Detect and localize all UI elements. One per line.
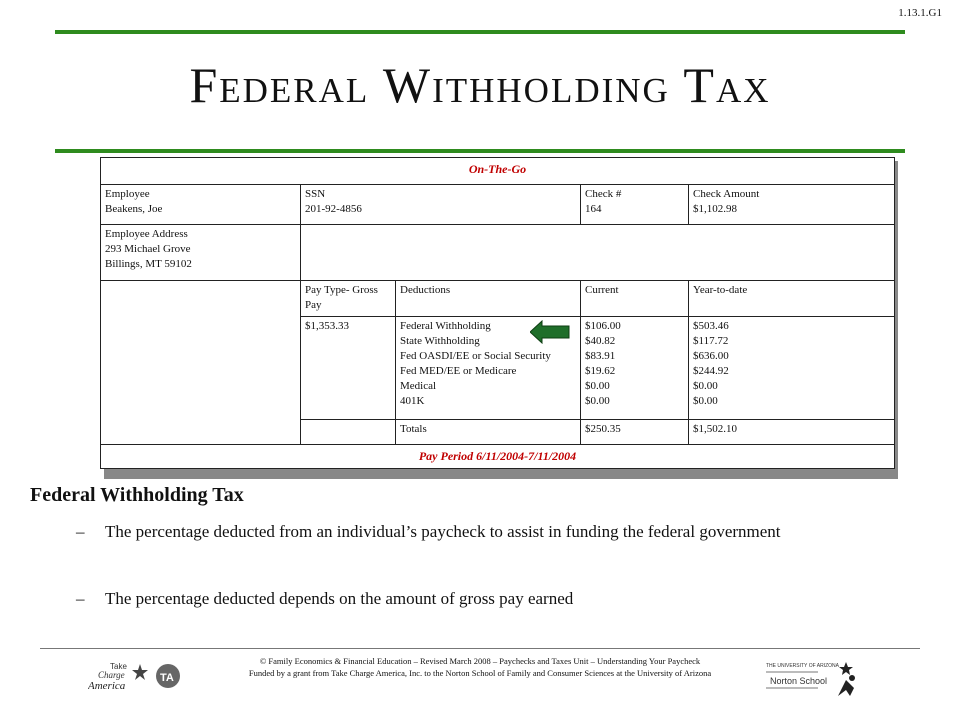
deduction-name: Fed MED/EE or Medicare [400,365,517,377]
pay-period: Pay Period 6/11/2004-7/11/2004 [101,445,895,469]
check-amount-label: Check Amount [693,188,760,200]
ytd-value: $636.00 [693,350,729,362]
bullet-text: The percentage deducted from an individual’s paycheck to assist in funding the federal government [105,522,781,541]
check-amount: $1,102.98 [693,203,737,215]
logo-word: Norton School [770,676,828,686]
ytd-value: $0.00 [693,395,718,407]
address-label: Employee Address [105,228,188,240]
totals-ytd: $1,502.10 [689,420,895,445]
take-charge-america-logo [88,658,183,694]
bullet-item [76,520,896,544]
bullet-text: The percentage deducted depends on the amount of gross pay earned [105,589,574,608]
left-blank-cell [101,281,301,445]
check-number: 164 [585,203,602,215]
blank-cell [301,225,895,281]
address-line2: Billings, MT 59102 [105,258,192,270]
star-icon [132,664,148,680]
logo-word: America [88,680,126,692]
ytd-value: $117.72 [693,335,729,347]
current-value: $0.00 [585,395,610,407]
deduction-ytd [689,317,895,420]
bullet-dash: – [76,522,85,541]
logo-word: Take [110,662,127,671]
current-value: $40.82 [585,335,616,347]
current-label: Current [581,281,689,317]
figure-star-icon [838,662,855,696]
employee-name: Beakens, Joe [105,203,163,215]
ssn-value: 201-92-4856 [305,203,362,215]
employee-label: Employee [105,188,150,200]
address-line1: 293 Michael Grove [105,243,191,255]
check-label: Check # [585,188,622,200]
bullet-item [76,587,896,611]
totals-label: Totals [396,420,581,445]
footer-rule [40,648,920,649]
footer-line1: © Family Economics & Financial Education – Revised March 2008 – Paychecks and Taxes Unit – Understanding Your Paycheck [259,656,701,666]
left-arrow-icon [530,320,570,344]
gross-pay: $1,353.33 [301,317,396,420]
address-cell [101,225,301,281]
deduction-name: Medical [400,380,437,392]
deduction-current [581,317,689,420]
top-rule [55,30,905,34]
logo-word: THE UNIVERSITY OF ARIZONA [766,663,839,669]
ytd-label: Year-to-date [689,281,895,317]
deduction-name: State Withholding [400,335,480,347]
ytd-value: $503.46 [693,320,729,332]
employee-cell [101,185,301,225]
footer-line2: Funded by a grant from Take Charge America, Inc. to the Norton School of Family and Consumer Sciences at the University of Arizona [248,668,712,678]
deduction-name: 401K [400,395,425,407]
deduction-name: Federal Withholding [400,320,491,332]
current-value: $19.62 [585,365,616,377]
badge-text: TA [160,672,174,684]
totals-blank [301,420,396,445]
ssn-cell [301,185,581,225]
totals-current: $250.35 [581,420,689,445]
slide-code: 1.13.1.G1 [898,7,942,19]
bullet-dash: – [76,589,85,608]
title-underline [55,149,905,153]
current-value: $0.00 [585,380,610,392]
company-name: On-The-Go [101,158,895,185]
paycheck-stub [100,157,895,469]
current-value: $83.91 [585,350,616,362]
check-number-cell [581,185,689,225]
ytd-value: $244.92 [693,365,729,377]
deductions-label: Deductions [396,281,581,317]
check-amount-cell [689,185,895,225]
current-value: $106.00 [585,320,621,332]
logo-word: Charge [98,670,125,680]
subheading: Federal Withholding Tax [30,484,244,506]
pay-type-label: Pay Type- Gross Pay [301,281,396,317]
deduction-name: Fed OASDI/EE or Social Security [400,350,551,362]
page-title: Federal Withholding Tax [189,57,771,113]
ssn-label: SSN [305,188,326,200]
ytd-value: $0.00 [693,380,718,392]
norton-school-logo [766,658,866,702]
